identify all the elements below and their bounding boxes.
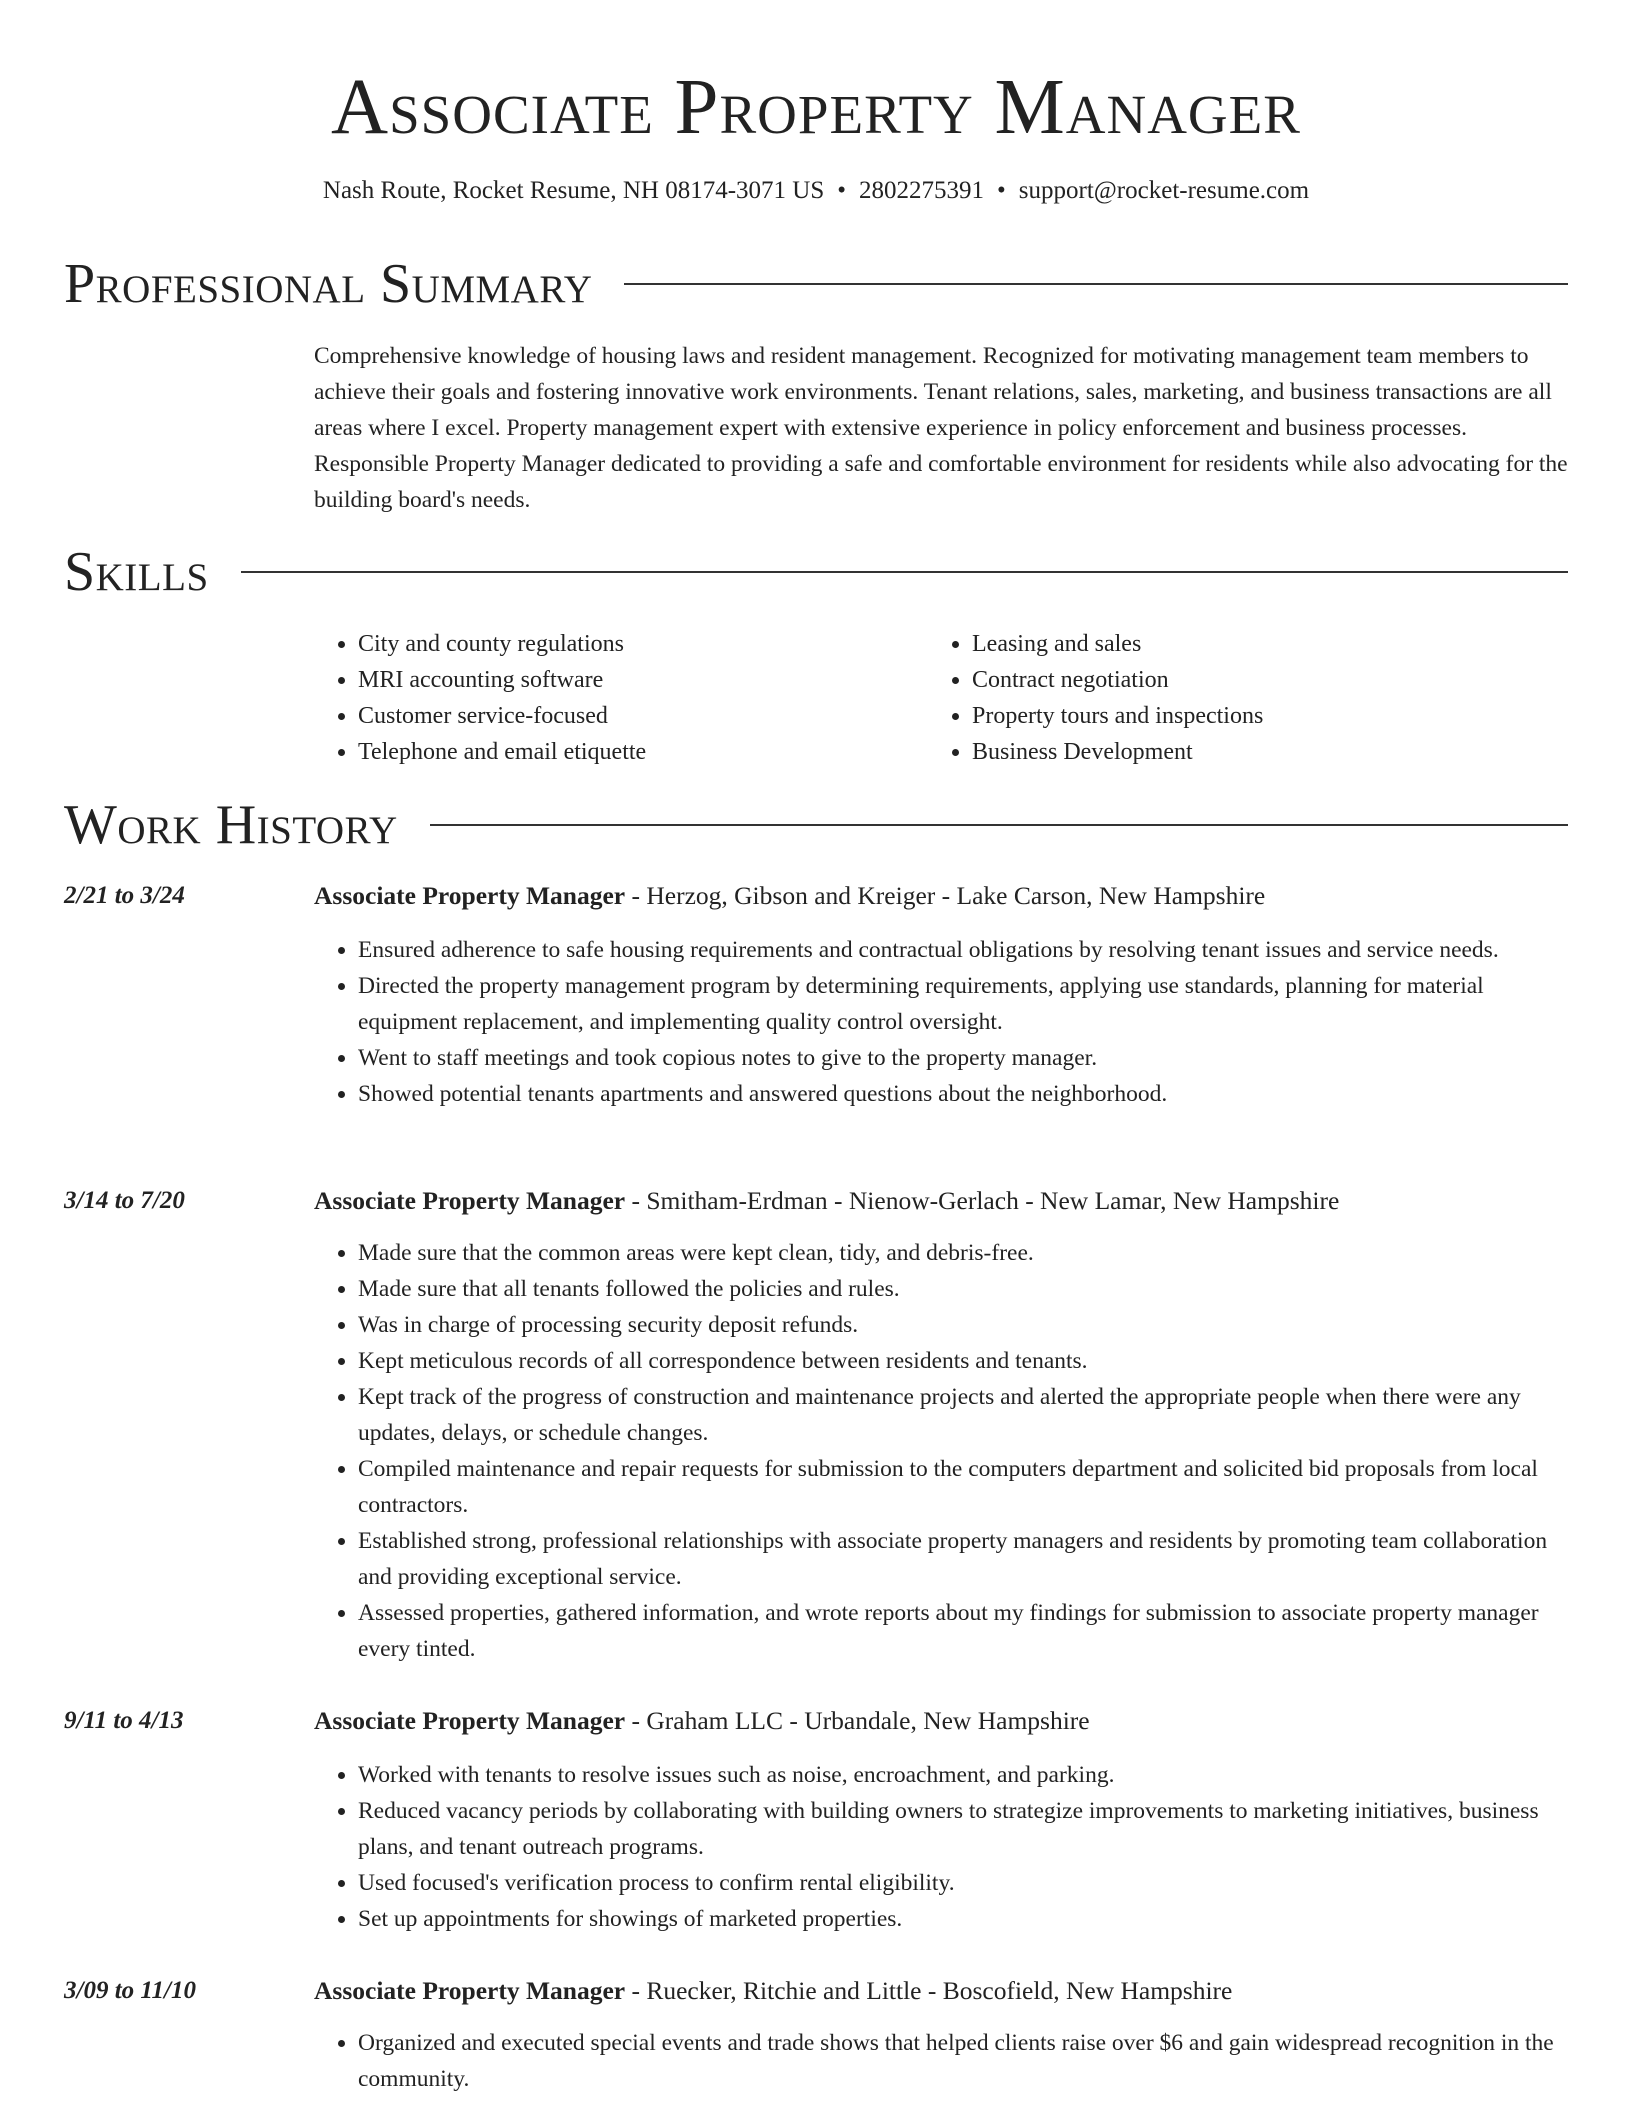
skill-item: • MRI accounting software [358, 662, 918, 698]
skill-item: • Business Development [972, 734, 1572, 770]
section-title-summary: Professional Summary [64, 253, 593, 315]
contact-line [0, 174, 1632, 208]
job-heading [314, 878, 1265, 914]
phone: 2802275391 [859, 177, 985, 204]
section-divider [430, 824, 1568, 826]
resume-name: Associate Property Manager [331, 64, 1301, 151]
skill-item: • Telephone and email etiquette [358, 734, 918, 770]
job-dates: 2/21 to 3/24 [64, 882, 185, 909]
job-bullet: • Worked with tenants to resolve issues such as noise, encroachment, and parking. [358, 1757, 1568, 1793]
job-bullet: • Was in charge of processing security deposit refunds. [358, 1307, 1568, 1343]
job-bullet: • Established strong, professional relationships with associate property managers and residents by promoting team collaboration and providing exceptional service. [358, 1523, 1568, 1595]
job-bullet: • Used focused's verification process to confirm rental eligibility. [358, 1865, 1568, 1901]
job-bullet: • Ensured adherence to safe housing requirements and contractual obligations by resolving tenant issues and service needs. [358, 932, 1568, 968]
summary-section-header [64, 252, 1568, 316]
job-bullet: • Made sure that all tenants followed the policies and rules. [358, 1271, 1568, 1307]
contact-separator: • [997, 177, 1006, 204]
job-bullets [314, 1757, 1568, 1937]
skill-item: • City and county regulations [358, 626, 918, 662]
job-employer-location: - Graham LLC - Urbandale, New Hampshire [625, 1706, 1090, 1735]
skill-item: • Leasing and sales [972, 626, 1572, 662]
job-bullet: • Kept meticulous records of all correspondence between residents and tenants. [358, 1343, 1568, 1379]
work-section-header [64, 793, 1568, 857]
section-title-skills: Skills [64, 541, 209, 603]
job-bullet: • Kept track of the progress of construction and maintenance projects and alerted the appropriate people when there were any updates, delays, or schedule changes. [358, 1379, 1568, 1451]
job-title: Associate Property Manager [314, 1706, 626, 1735]
section-divider [241, 571, 1568, 573]
job-dates: 3/09 to 11/10 [64, 1977, 196, 2004]
skills-list-right [928, 626, 1572, 770]
job-bullet: • Made sure that the common areas were kept clean, tidy, and debris-free. [358, 1235, 1568, 1271]
job-dates: 9/11 to 4/13 [64, 1707, 184, 1734]
job-bullet: • Reduced vacancy periods by collaborating with building owners to strategize improvements to marketing initiatives, business plans, and tenant outreach programs. [358, 1793, 1568, 1865]
contact-separator: • [837, 177, 847, 204]
job-title: Associate Property Manager [314, 881, 626, 910]
job-bullet: • Organized and executed special events and trade shows that helped clients raise over $6 and gain widespread recognition in the community. [358, 2025, 1568, 2097]
skills-section-header [64, 540, 1568, 604]
job-heading [314, 1703, 1090, 1739]
job-heading [314, 1183, 1339, 1219]
job-title: Associate Property Manager [314, 1976, 626, 2005]
job-bullet: • Went to staff meetings and took copious notes to give to the property manager. [358, 1040, 1568, 1076]
job-bullet: • Assessed properties, gathered information, and wrote reports about my findings for submission to associate property manager every tinted. [358, 1595, 1568, 1667]
job-employer-location: - Smitham-Erdman - Nienow-Gerlach - New Lamar, New Hampshire [625, 1186, 1340, 1215]
job-bullets [314, 932, 1568, 1112]
job-employer-location: - Herzog, Gibson and Kreiger - Lake Carson, New Hampshire [625, 881, 1266, 910]
job-heading [314, 1973, 1232, 2009]
job-employer-location: - Ruecker, Ritchie and Little - Boscofield, New Hampshire [625, 1976, 1233, 2005]
skill-item: • Contract negotiation [972, 662, 1572, 698]
skill-item: • Customer service-focused [358, 698, 918, 734]
section-title-work: Work History [64, 794, 398, 856]
job-bullet: • Showed potential tenants apartments and answered questions about the neighborhood. [358, 1076, 1568, 1112]
summary-text: Comprehensive knowledge of housing laws and resident management. Recognized for motivating management team members to achieve their goals and fostering innovative work environments. Tenant relations, sales, marketing, and business transactions are all areas where I excel. Property management expert with extensive experience in policy enforcement and business processes. Responsible Property Manager dedicated to providing a safe and comfortable environment for residents while also advocating for the building board's needs. [314, 343, 1568, 513]
job-dates: 3/14 to 7/20 [64, 1187, 185, 1214]
skills-list-left [314, 626, 918, 770]
job-bullets [314, 1235, 1568, 1667]
job-bullet: • Compiled maintenance and repair requests for submission to the computers department and solicited bid proposals from local contractors. [358, 1451, 1568, 1523]
job-title: Associate Property Manager [314, 1186, 626, 1215]
job-bullet: • Set up appointments for showings of marketed properties. [358, 1901, 1568, 1937]
job-bullet: • Directed the property management program by determining requirements, applying use standards, planning for material equipment replacement, and implementing quality control oversight. [358, 968, 1568, 1040]
job-bullets [314, 2025, 1568, 2097]
email: support@rocket-resume.com [1018, 177, 1310, 204]
section-divider [624, 283, 1568, 285]
skill-item: • Property tours and inspections [972, 698, 1572, 734]
address: Nash Route, Rocket Resume, NH 08174-3071 US [322, 177, 825, 204]
